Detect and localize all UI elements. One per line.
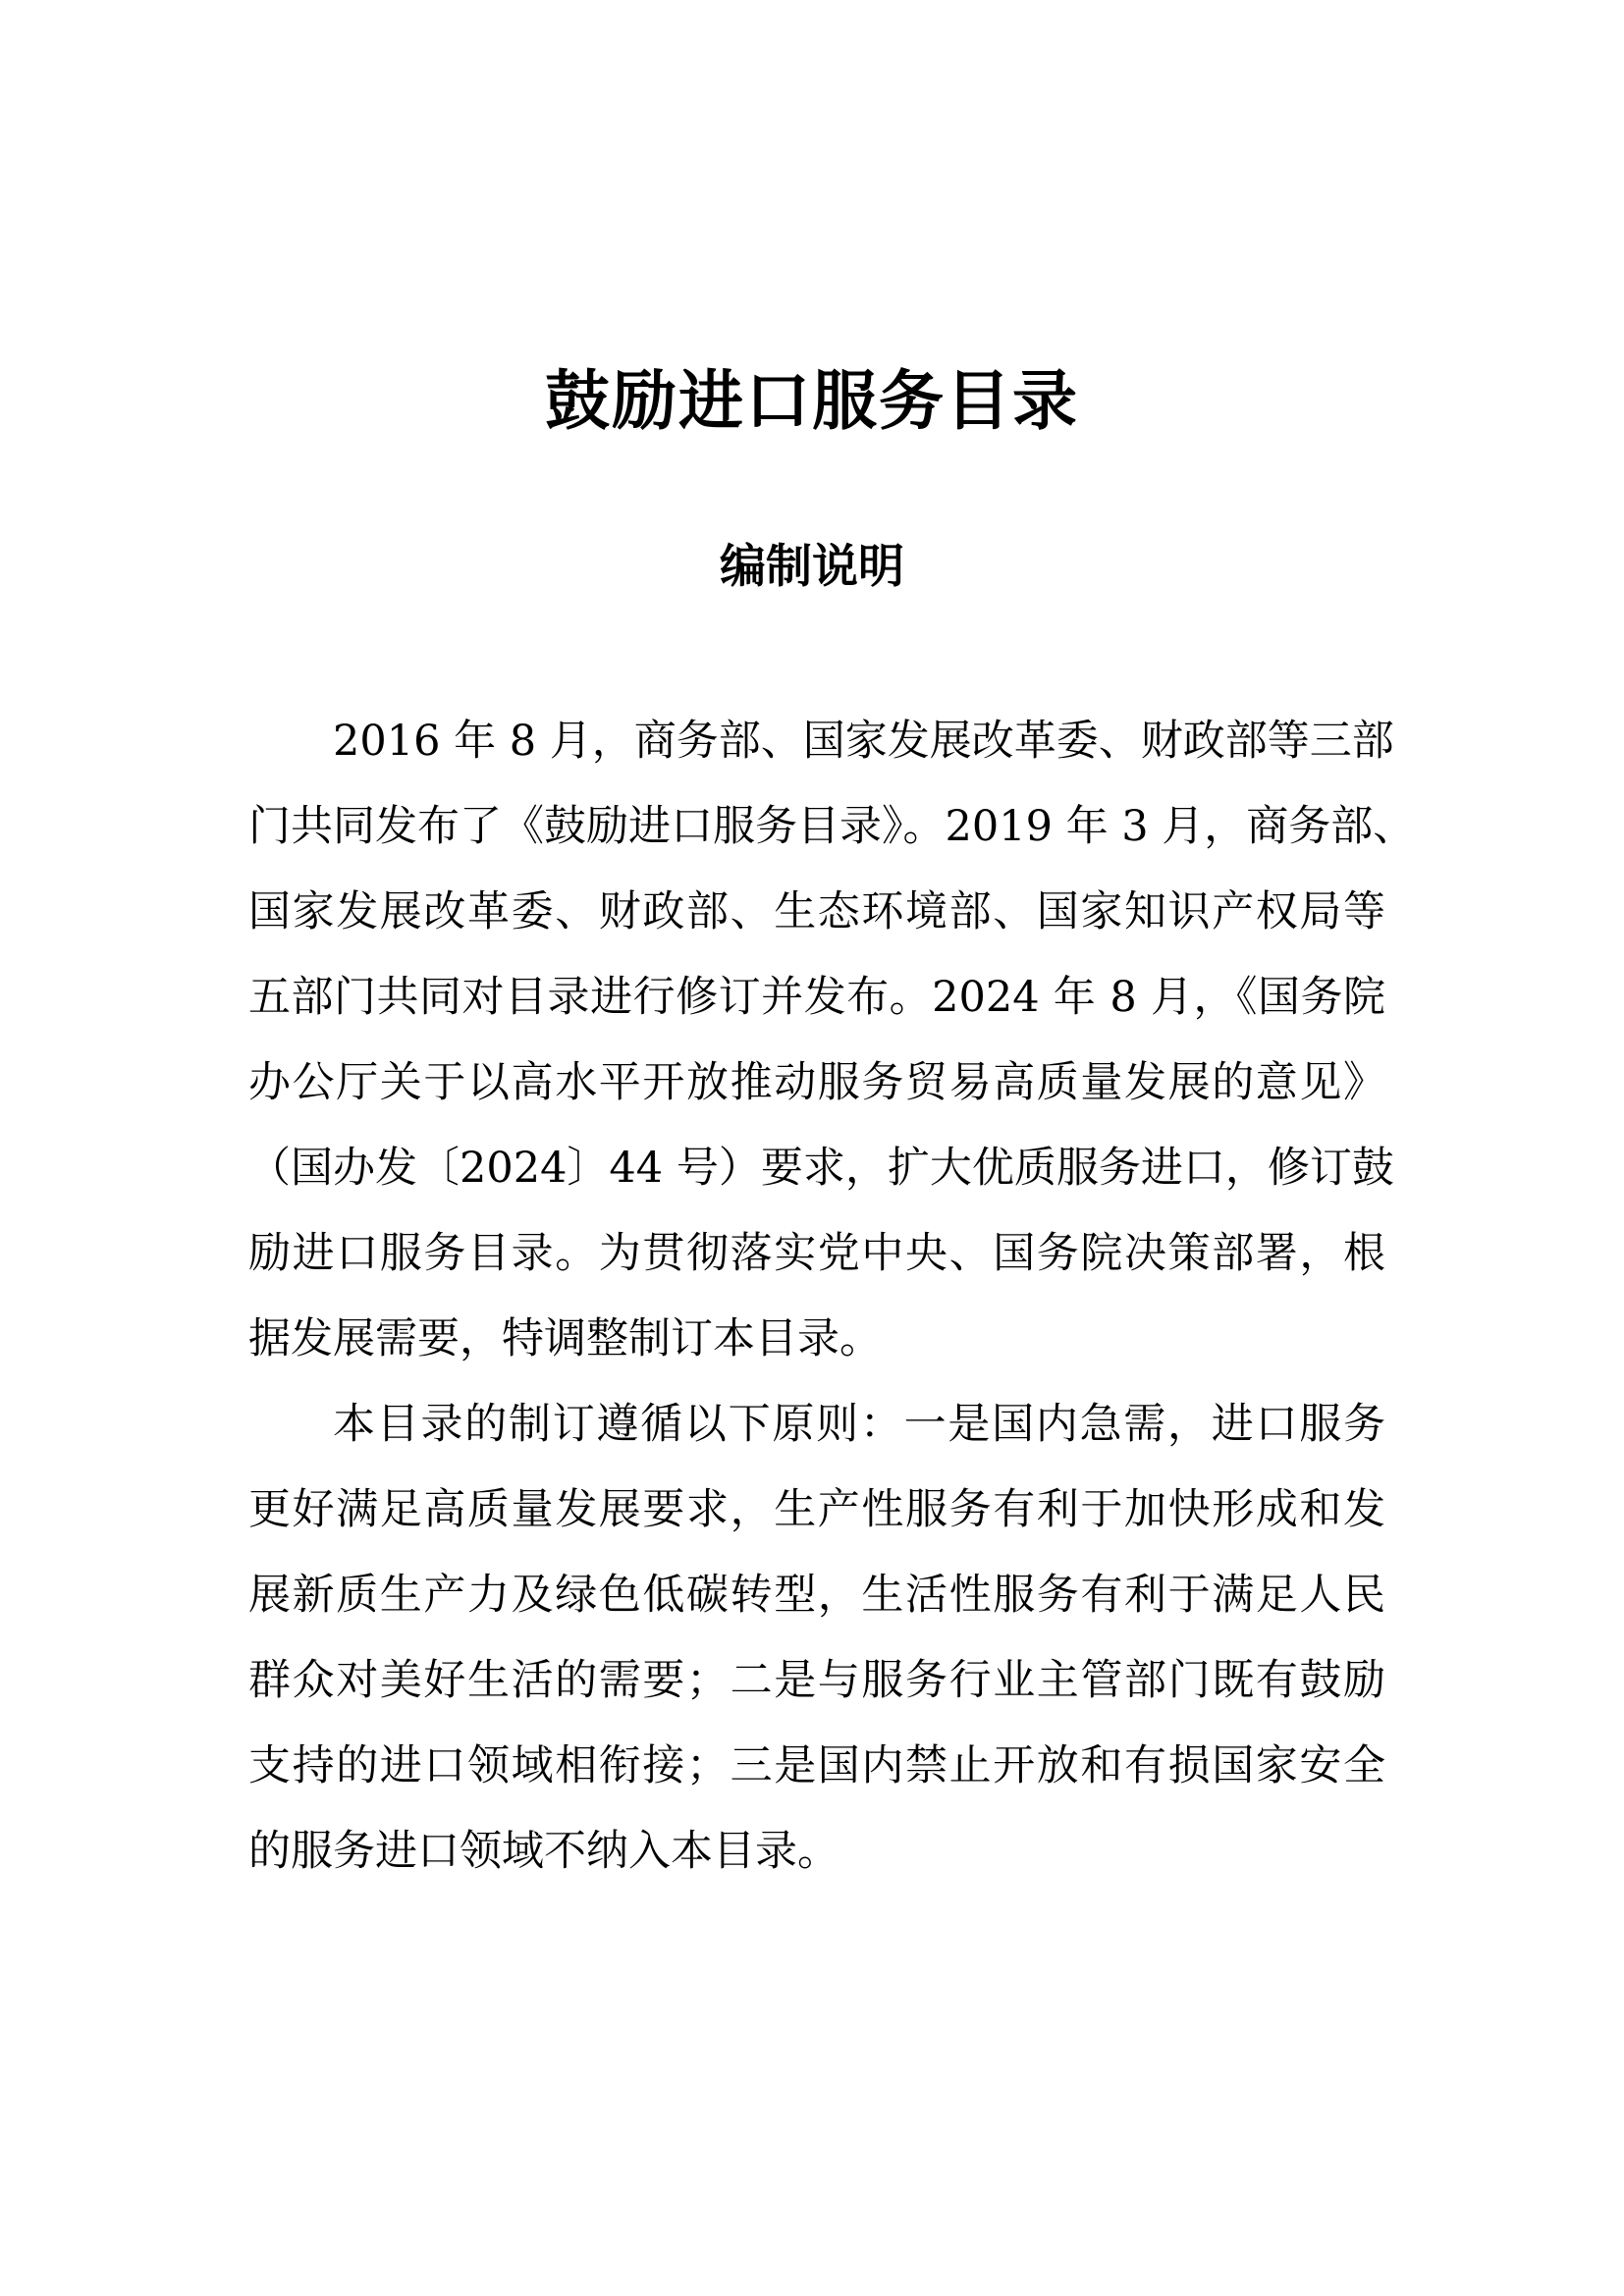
paragraph-line: 支持的进口领域相衔接；三是国内禁止开放和有损国家安全 [248, 1741, 1385, 1790]
paragraph-2 [248, 1382, 1385, 1895]
paragraph-line: 2016 年 8 月，商务部、国家发展改革委、财政部等三部 [333, 717, 1394, 766]
paragraph-1 [248, 699, 1416, 1382]
paragraph-line: 办公厅关于以高水平开放推动服务贸易高质量发展的意见》 [248, 1058, 1385, 1107]
document-body [248, 699, 1416, 1895]
paragraph-line: 群众对美好生活的需要；二是与服务行业主管部门既有鼓励 [248, 1656, 1385, 1705]
paragraph-line: （国办发〔2024〕44 号）要求，扩大优质服务进口，修订鼓 [248, 1144, 1394, 1193]
paragraph-line: 本目录的制订遵循以下原则：一是国内急需，进口服务 [333, 1400, 1385, 1449]
paragraph-line: 国家发展改革委、财政部、生态环境部、国家知识产权局等 [248, 887, 1385, 936]
paragraph-line: 门共同发布了《鼓励进口服务目录》。2019 年 3 月，商务部、 [248, 802, 1416, 851]
document-subtitle: 编制说明 [720, 540, 904, 594]
paragraph-line: 据发展需要，特调整制订本目录。 [248, 1314, 882, 1363]
paragraph-line: 展新质生产力及绿色低碳转型，生活性服务有利于满足人民 [248, 1571, 1385, 1620]
document-title: 鼓励进口服务目录 [545, 362, 1079, 439]
paragraph-line: 五部门共同对目录进行修订并发布。2024 年 8 月，《国务院 [248, 973, 1385, 1022]
paragraph-line: 的服务进口领域不纳入本目录。 [248, 1827, 839, 1876]
paragraph-line: 励进口服务目录。为贯彻落实党中央、国务院决策部署，根 [248, 1229, 1385, 1278]
paragraph-line: 更好满足高质量发展要求，生产性服务有利于加快形成和发 [248, 1485, 1385, 1534]
